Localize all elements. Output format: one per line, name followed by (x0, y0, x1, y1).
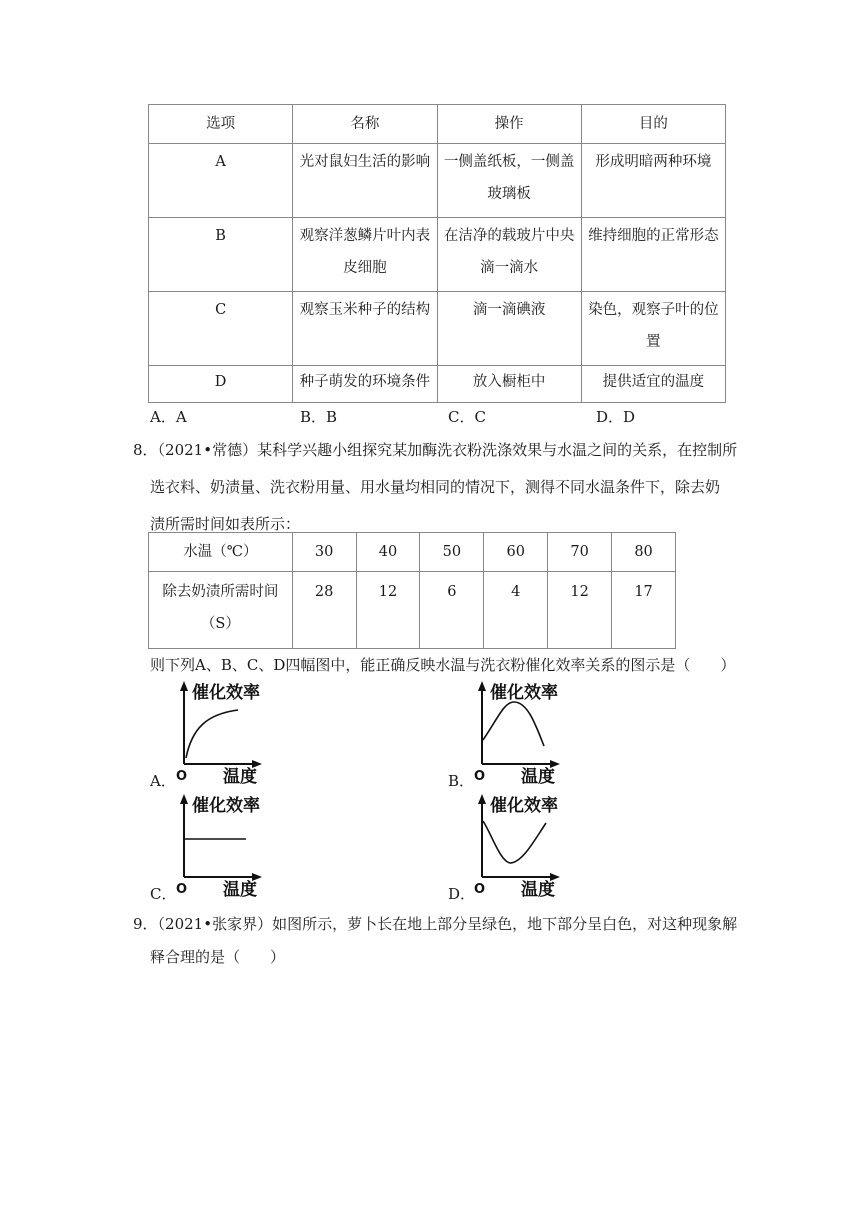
table-cell: 4 (484, 572, 548, 649)
table-cell: 光对鼠妇生活的影响 (293, 144, 437, 218)
x-axis-label: 温度 (521, 880, 555, 900)
x-axis-label: 温度 (223, 880, 257, 900)
x-axis-label: 温度 (521, 767, 555, 787)
y-axis-label: 催化效率 (192, 683, 260, 703)
table-cell: 50 (420, 533, 484, 572)
question-9-line-2: 释合理的是（ ） (150, 948, 286, 966)
table-cell: 染色，观察子叶的位置 (581, 292, 725, 366)
table-cell: D (149, 366, 293, 403)
table-cell: 30 (292, 533, 356, 572)
origin-label: O (474, 882, 486, 897)
y-axis-arrow-icon (478, 794, 486, 804)
temperature-table (148, 532, 676, 649)
header-cell: 目的 (581, 105, 725, 144)
question-8-prompt: 则下列A、B、C、D四幅图中，能正确反映水温与洗衣粉催化效率关系的图示是（ ） (150, 656, 736, 674)
table-cell: 12 (356, 572, 420, 649)
y-axis-arrow-icon (478, 681, 486, 691)
table-row (149, 366, 726, 403)
graph-label-b[interactable]: B． (448, 772, 475, 790)
graph-a (172, 678, 282, 790)
table-cell: 60 (484, 533, 548, 572)
table-row (149, 292, 726, 366)
table-cell: B (149, 218, 293, 292)
table-cell: 种子萌发的环境条件 (293, 366, 437, 403)
table-cell: 放入橱柜中 (437, 366, 581, 403)
graph-label-a[interactable]: A． (150, 772, 176, 790)
origin-label: O (474, 769, 486, 784)
option-a[interactable]: A．A (150, 408, 187, 426)
header-cell: 名称 (293, 105, 437, 144)
option-c[interactable]: C．C (448, 408, 486, 426)
origin-label: O (176, 882, 188, 897)
origin-label: O (176, 769, 188, 784)
graph-label-c[interactable]: C． (150, 885, 177, 903)
table-cell: 在洁净的载玻片中央滴一滴水 (437, 218, 581, 292)
question-8-line-3: 渍所需时间如表所示： (150, 515, 301, 533)
x-axis-label: 温度 (223, 767, 257, 787)
graph-label-d[interactable]: D． (448, 885, 476, 903)
table-row (149, 218, 726, 292)
table-cell: 形成明暗两种环境 (581, 144, 725, 218)
question-8-line-1: 8．（2021•常德）某科学兴趣小组探究某加酶洗衣粉洗涤效果与水温之间的关系，在控制所 (133, 441, 738, 459)
table-cell: 维持细胞的正常形态 (581, 218, 725, 292)
table-cell: A (149, 144, 293, 218)
y-axis-arrow-icon (180, 794, 188, 804)
option-d[interactable]: D．D (596, 408, 636, 426)
table-cell: C (149, 292, 293, 366)
curve-peak (483, 702, 544, 746)
experiment-table (148, 104, 726, 403)
y-axis-arrow-icon (180, 681, 188, 691)
table-cell: 40 (356, 533, 420, 572)
table-cell: 滴一滴碘液 (437, 292, 581, 366)
y-axis-label: 催化效率 (490, 683, 558, 703)
question-9-line-1: 9．（2021•张家界）如图所示，萝卜长在地上部分呈绿色，地下部分呈白色，对这种现象解 (133, 915, 738, 933)
table-cell: 17 (612, 572, 676, 649)
row-label: 水温（℃） (149, 533, 293, 572)
graph-c (172, 791, 282, 903)
curve-valley (483, 821, 546, 863)
graph-b (470, 678, 580, 790)
table-cell: 28 (292, 572, 356, 649)
table-cell: 观察玉米种子的结构 (293, 292, 437, 366)
graph-d (470, 791, 580, 903)
table-cell: 观察洋葱鳞片叶内表皮细胞 (293, 218, 437, 292)
curve-saturating (186, 710, 238, 758)
y-axis-label: 催化效率 (490, 796, 558, 816)
option-b[interactable]: B．B (300, 408, 338, 426)
table-header-row (149, 105, 726, 144)
table-row (149, 572, 676, 649)
table-row (149, 533, 676, 572)
table-row (149, 144, 726, 218)
table-cell: 6 (420, 572, 484, 649)
table-cell: 80 (612, 533, 676, 572)
row-label: 除去奶渍所需时间（S） (149, 572, 293, 649)
table-cell: 一侧盖纸板，一侧盖玻璃板 (437, 144, 581, 218)
table-cell: 提供适宜的温度 (581, 366, 725, 403)
table-cell: 70 (548, 533, 612, 572)
header-cell: 操作 (437, 105, 581, 144)
table-cell: 12 (548, 572, 612, 649)
header-cell: 选项 (149, 105, 293, 144)
y-axis-label: 催化效率 (192, 796, 260, 816)
question-8-line-2: 选衣料、奶渍量、洗衣粉用量、用水量均相同的情况下，测得不同水温条件下，除去奶 (150, 478, 721, 496)
